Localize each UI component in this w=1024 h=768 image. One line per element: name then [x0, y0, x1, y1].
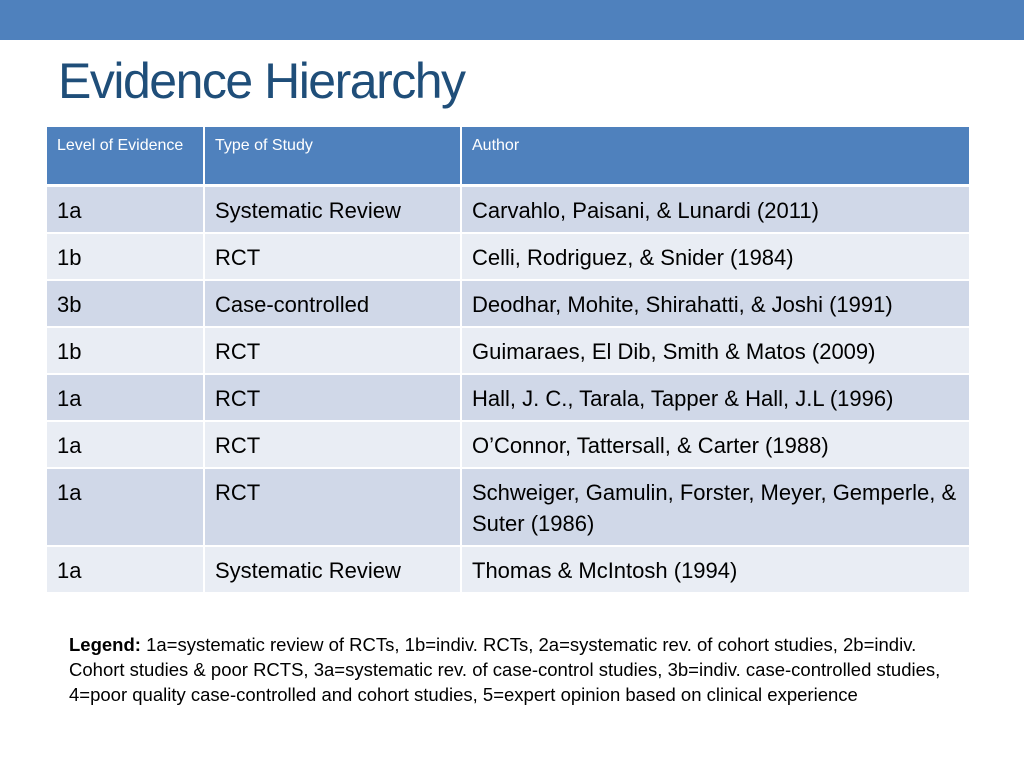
cell-level: 1a: [47, 546, 204, 593]
header-type-of-study: Type of Study: [204, 127, 461, 186]
cell-level: 1a: [47, 186, 204, 234]
cell-study-type: RCT: [204, 468, 461, 546]
cell-level: 3b: [47, 280, 204, 327]
cell-study-type: RCT: [204, 374, 461, 421]
cell-study-type: Systematic Review: [204, 546, 461, 593]
table-row: [47, 374, 969, 421]
cell-level: 1b: [47, 233, 204, 280]
table-header-row: [47, 127, 969, 186]
cell-level: 1a: [47, 421, 204, 468]
table-row: [47, 233, 969, 280]
table-row: [47, 546, 969, 593]
cell-study-type: RCT: [204, 327, 461, 374]
cell-author: O’Connor, Tattersall, & Carter (1988): [461, 421, 969, 468]
table-row: [47, 327, 969, 374]
slide-title: Evidence Hierarchy: [58, 53, 465, 109]
table-row: [47, 421, 969, 468]
cell-author: Carvahlo, Paisani, & Lunardi (2011): [461, 186, 969, 234]
cell-author: Celli, Rodriguez, & Snider (1984): [461, 233, 969, 280]
legend-text: [69, 632, 949, 707]
cell-author: Guimaraes, El Dib, Smith & Matos (2009): [461, 327, 969, 374]
cell-author: Schweiger, Gamulin, Forster, Meyer, Gemperle, & Suter (1986): [461, 468, 969, 546]
evidence-table: [47, 127, 969, 594]
cell-study-type: RCT: [204, 421, 461, 468]
cell-study-type: Case-controlled: [204, 280, 461, 327]
cell-study-type: Systematic Review: [204, 186, 461, 234]
legend-label: Legend:: [69, 634, 141, 655]
header-author: Author: [461, 127, 969, 186]
cell-author: Deodhar, Mohite, Shirahatti, & Joshi (1991): [461, 280, 969, 327]
table-row: [47, 468, 969, 546]
top-accent-bar: [0, 0, 1024, 40]
cell-level: 1a: [47, 374, 204, 421]
cell-level: 1b: [47, 327, 204, 374]
cell-author: Hall, J. C., Tarala, Tapper & Hall, J.L (1996): [461, 374, 969, 421]
table-row: [47, 186, 969, 234]
header-level-of-evidence: Level of Evidence: [47, 127, 204, 186]
evidence-table-container: [47, 127, 969, 594]
legend-body: 1a=systematic review of RCTs, 1b=indiv. RCTs, 2a=systematic rev. of cohort studies, 2b=indiv. Cohort studies & poor RCTS, 3a=systematic rev. of case-control studies, 3b=indiv. case-controlled studies, 4=poor quality case-controlled and cohort studies, 5=expert opinion based on clinical experience: [69, 634, 941, 705]
cell-level: 1a: [47, 468, 204, 546]
table-row: [47, 280, 969, 327]
cell-author: Thomas & McIntosh (1994): [461, 546, 969, 593]
cell-study-type: RCT: [204, 233, 461, 280]
